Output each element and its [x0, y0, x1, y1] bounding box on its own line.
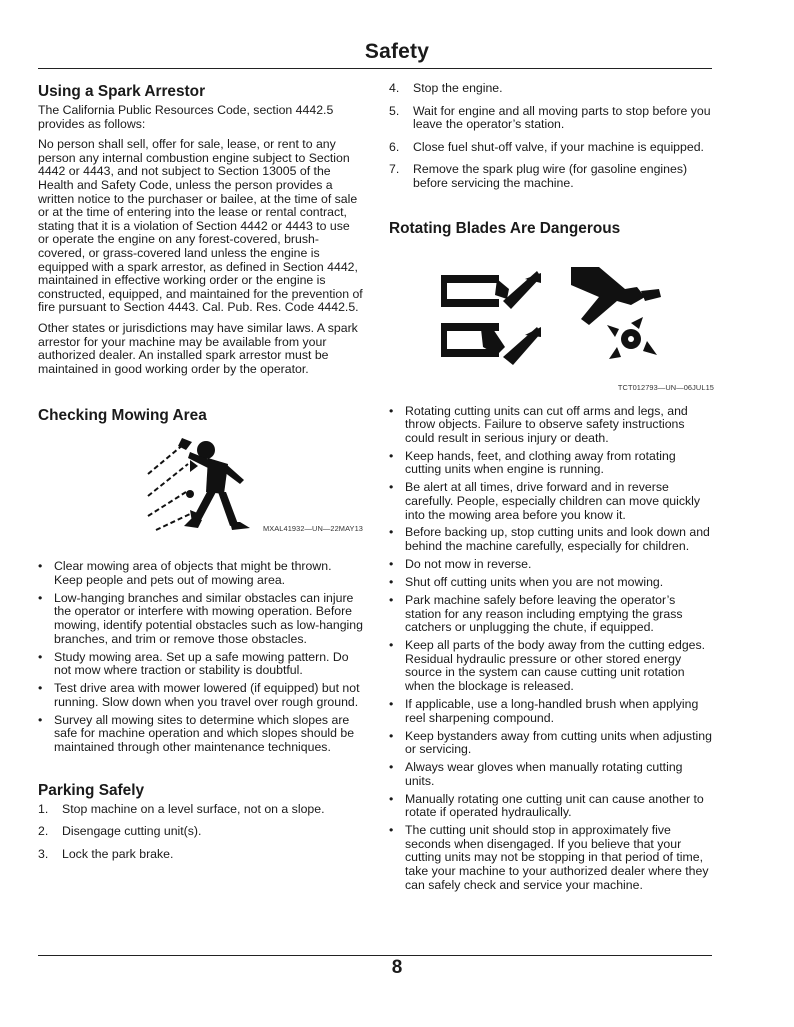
list-item: [389, 82, 714, 96]
foot-in-reel-icon: [437, 321, 541, 367]
parking-heading: Parking Safely: [38, 781, 145, 799]
step-text: Close fuel shut-off valve, if your machine is equipped.: [413, 139, 704, 154]
step-number: 3.: [38, 846, 49, 861]
mowing-area-figure: [38, 428, 363, 560]
list-item: • Clear mowing area of objects that might be thrown. Keep people and pets out of mowing area.: [38, 560, 363, 587]
rotating-blades-figure-caption: TCT012793—UN—06JUL15: [617, 382, 714, 392]
list-item: • The cutting unit should stop in approximately five seconds when disengaged. If you believe that your cutting units may not be stopping in that period of time, take your machine to your authorized dealer where they can safely check and service your machine.: [389, 824, 714, 892]
step-number: 6.: [389, 139, 400, 154]
left-column: [38, 82, 363, 870]
list-item: • Keep all parts of the body away from the cutting edges. Residual hydraulic pressure or other stored energy source in the system can cause cutting unit rotation when the blockage is released.: [389, 639, 714, 693]
parking-steps-list-part-2: [389, 82, 714, 191]
step-number: 4.: [389, 81, 400, 95]
rotating-blades-list: [389, 405, 714, 893]
list-item: [38, 803, 363, 817]
spark-arrestor-code-text: No person shall sell, offer for sale, lease, or rent to any person any internal combustion engine subject to Section 4442 or 4443, and not subject to Section 13005 of the Health and Safety Code, unless the person provides a written notice to the purchaser or bailee, at the time of sale or at the time of entering into the lease or rental contract, stating that it is a violation of Section 4442 or 4443 to use or operate the engine on any forest-covered, brush-covered, or grass-covered land unless the engine is equipped with a spark arrestor, as defined in Section 4442, maintained in effective working order or the engine is constructed, equipped, and maintained for the prevention of fire pursuant to Section 4443. Cal. Pub. Res. Code 4442.5.: [38, 137, 363, 315]
list-item: • Manually rotating one cutting unit can cause another to rotate if operated hydraulically.: [389, 793, 714, 820]
spark-arrestor-heading: Using a Spark Arrestor: [38, 83, 206, 100]
page-number: 8: [391, 957, 403, 978]
list-item: • Low-hanging branches and similar obstacles can injure the operator or interfere with mowing operation. Before mowing, identify potential obstacles such as low-hanging branches, and trim or remove those obstacles.: [38, 592, 363, 646]
list-item: [38, 848, 363, 862]
list-item: • If applicable, use a long-handled brush when applying reel sharpening compound.: [389, 698, 714, 725]
rotating-blades-section: [389, 219, 714, 893]
spark-arrestor-intro: The California Public Resources Code, section 4442.5 provides as follows:: [38, 103, 334, 131]
step-number: 7.: [389, 162, 400, 177]
list-item: • Keep bystanders away from cutting units when adjusting or servicing.: [389, 730, 714, 757]
list-item: [389, 105, 714, 132]
list-item: [389, 141, 714, 155]
list-item: • Always wear gloves when manually rotating cutting units.: [389, 761, 714, 788]
hand-rotary-blade-icon: [569, 263, 669, 363]
list-item: • Survey all mowing sites to determine which slopes are safe for machine operation and which slopes should be maintained through other maintenance techniques.: [38, 714, 363, 755]
spark-arrestor-other-states: Other states or jurisdictions may have similar laws. A spark arrestor for your machine may be available from your authorized dealer. An installed spark arrestor must be maintained in good working order by the operator.: [38, 320, 358, 376]
footer-rule: [38, 955, 712, 956]
right-column: [389, 82, 714, 897]
step-text: Remove the spark plug wire (for gasoline engines) before servicing the machine.: [413, 162, 688, 190]
list-item: • Keep hands, feet, and clothing away from rotating cutting units when engine is running.: [389, 450, 714, 477]
step-text: Stop the engine.: [413, 81, 503, 95]
mowing-area-figure-caption: MXAL41932—UN—22MAY13: [262, 524, 363, 534]
step-text: Wait for engine and all moving parts to stop before you leave the operator’s station.: [413, 103, 711, 132]
list-item: • Park machine safely before leaving the operator’s station for any reason including emptying the grass catchers or unplugging the chute, if equipped.: [389, 594, 714, 635]
step-text: Stop machine on a level surface, not on a slope.: [62, 801, 325, 816]
list-item: • Be alert at all times, drive forward and in reverse carefully. People, especially children can move quickly into the mowing area before you know it.: [389, 481, 714, 522]
spark-arrestor-section: [38, 82, 363, 376]
list-item: [389, 163, 714, 190]
step-number: 5.: [389, 103, 400, 118]
step-text: Lock the park brake.: [62, 846, 174, 861]
page-title: Safety: [364, 40, 430, 63]
person-struck-by-thrown-objects-icon: [146, 434, 256, 534]
mowing-area-list: [38, 560, 363, 754]
hand-in-reel-icon: [437, 269, 541, 315]
step-text: Disengage cutting unit(s).: [62, 824, 202, 839]
mowing-area-heading: Checking Mowing Area: [38, 407, 207, 425]
parking-section: [38, 781, 363, 862]
list-item: • Shut off cutting units when you are not mowing.: [389, 576, 714, 590]
parking-steps-list-part-1: [38, 803, 363, 862]
list-item: • Test drive area with mower lowered (if equipped) but not running. Slow down when you travel over rough ground.: [38, 682, 363, 709]
rotating-blades-figure: [389, 241, 714, 405]
list-item: • Do not mow in reverse.: [389, 558, 714, 572]
list-item: • Rotating cutting units can cut off arms and legs, and throw objects. Failure to observe safety instructions could result in serious injury or death.: [389, 405, 714, 446]
list-item: [38, 825, 363, 839]
list-item: • Study mowing area. Set up a safe mowing pattern. Do not mow where traction or stability is doubtful.: [38, 651, 363, 678]
mowing-area-section: [38, 406, 363, 754]
step-number: 2.: [38, 824, 49, 839]
rotating-blades-heading: Rotating Blades Are Dangerous: [389, 219, 621, 237]
step-number: 1.: [38, 801, 49, 816]
header-rule: [38, 68, 712, 69]
list-item: • Before backing up, stop cutting units and look down and behind the machine carefully, especially for children.: [389, 526, 714, 553]
